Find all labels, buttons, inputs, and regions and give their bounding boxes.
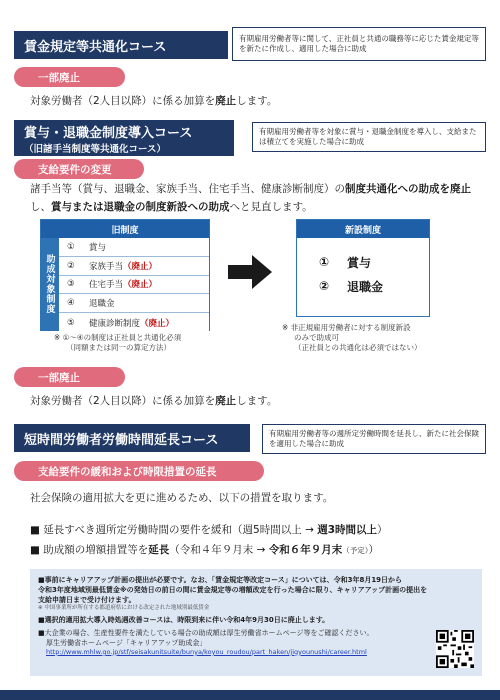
badge-relaxation-extension: 支給要件の緩和および時限措置の延長: [14, 461, 264, 481]
old-system-side-label: 助成対象制度: [41, 238, 59, 330]
bullet-extension: ■ 助成額の増額措置等を延長（令和４年９月末 → 令和６年９月末（予定））: [30, 544, 379, 556]
new-item-label: 退職金: [347, 279, 384, 294]
new-system-table: [296, 219, 430, 317]
old-item-tag: （廃止）: [123, 280, 158, 291]
old-system-header: 旧制度: [41, 220, 209, 238]
section-desc-short-time-worker: 有期雇用労働者等の週所定労働時間を延長し、新たに社会保険を適用した場合に助成: [262, 424, 486, 454]
old-system-note: ※ ①～④の制度は正社員と共通化必須 （同額または同一の算定方法）: [54, 333, 182, 352]
paragraph-allowance-change: 諸手当等（賞与、退職金、家族手当、住宅手当、健康診断制度）の制度共通化への助成を廃止し、賞与または退職金の制度新設への助成へと見直します。: [30, 183, 471, 214]
old-item-number: ①: [67, 241, 75, 252]
section-title-bonus-retirement: 賞与・退職金制度導入コース （旧諸手当制度等共通化コース）: [14, 120, 234, 156]
info-box: ■事前にキャリアアップ計画の提出が必要です。なお、「賃金規定等改定コース」については、令和3年8月19日から 令和3年度地域別最低賃金※の発効日の前日の間に賃金規定等の増額改定を行った場合に限り、キャリアアップ計画の提出を 支給申請日まで受け付けます。 ※ 中国事業所が所在する都道府県における改定された地域別最低賃金 ■選択的適用拡大導入時処遇改善コースは、時限到来に伴い令和4年9月30日に廃止します。 ■大企業の場合、生産性要件を満たしている場合の助成額は厚生労働省ホームページ等をご確認ください。 厚生労働省ホームページ「キャリアアップ助成金」 http://www.mhlw.go.jp/stf/seisakunitsuite/bunya/koyou_roudou/part_haken/jigyounushi/career.html: [30, 569, 482, 676]
old-system-item: [59, 238, 209, 257]
new-system-note: ※ 非正規雇用労働者に対する制度新設 のみで助成可 （正社員との共通化は必須ではない）: [282, 323, 422, 352]
arrow-right-icon: [228, 255, 272, 289]
new-system-item: [297, 250, 429, 274]
page-bottom-bar: [0, 690, 500, 700]
badge-partial-abolition-2: 一部廃止: [14, 367, 125, 387]
old-system-table: [40, 219, 210, 331]
text-wage-rules-change: 対象労働者（2人目以降）に係る加算を廃止します。: [30, 95, 278, 107]
old-item-tag: （廃止）: [140, 318, 175, 329]
badge-partial-abolition-1: 一部廃止: [14, 67, 125, 87]
new-system-header: 新設制度: [297, 220, 429, 238]
old-system-item: [59, 294, 209, 313]
old-item-number: ④: [67, 298, 75, 309]
old-item-number: ③: [67, 279, 75, 290]
old-item-label: 賞与: [89, 242, 107, 253]
qr-code-icon[interactable]: [436, 630, 474, 668]
section-title-wage-rules: 賃金規定等共通化コース: [14, 31, 228, 59]
old-item-tag: （廃止）: [123, 261, 158, 272]
section-desc-wage-rules: 有期雇用労働者等に関して、正社員と共通の職務等に応じた賃金規定等を新たに作成し、適用した場合に助成: [232, 27, 486, 61]
new-system-item: [297, 274, 429, 298]
old-item-label: 健康診断制度: [89, 318, 141, 329]
old-item-number: ②: [67, 260, 75, 271]
badge-requirement-change: 支給要件の変更: [14, 159, 144, 179]
old-item-number: ⑤: [67, 317, 75, 328]
new-item-number: ②: [319, 279, 330, 293]
new-item-number: ①: [319, 255, 330, 269]
text-insurance-intro: 社会保険の適用拡大を更に進めるため、以下の措置を取ります。: [30, 492, 334, 504]
section-desc-bonus-retirement: 有期雇用労働者等を対象に賞与・退職金制度を導入し、支給または積立てを実施した場合に助成: [252, 122, 486, 152]
old-item-label: 退職金: [89, 299, 115, 310]
new-item-label: 賞与: [347, 255, 372, 270]
old-system-item: [59, 313, 209, 332]
old-item-label: 住宅手当: [89, 280, 124, 291]
old-item-label: 家族手当: [89, 261, 124, 272]
section-title-short-time-worker: 短時間労働者労働時間延長コース: [14, 424, 250, 452]
text-bonus-change: 対象労働者（2人目以降）に係る加算を廃止します。: [30, 395, 278, 407]
old-system-item: [59, 257, 209, 276]
old-system-item: [59, 276, 209, 295]
career-up-link[interactable]: http://www.mhlw.go.jp/stf/seisakunitsuite/bunya/koyou_roudou/part_haken/jigyounushi/career.html: [46, 647, 367, 656]
bullet-hours-requirement: ■ 延長すべき週所定労働時間の要件を緩和（週5時間以上 → 週3時間以上）: [30, 524, 388, 536]
